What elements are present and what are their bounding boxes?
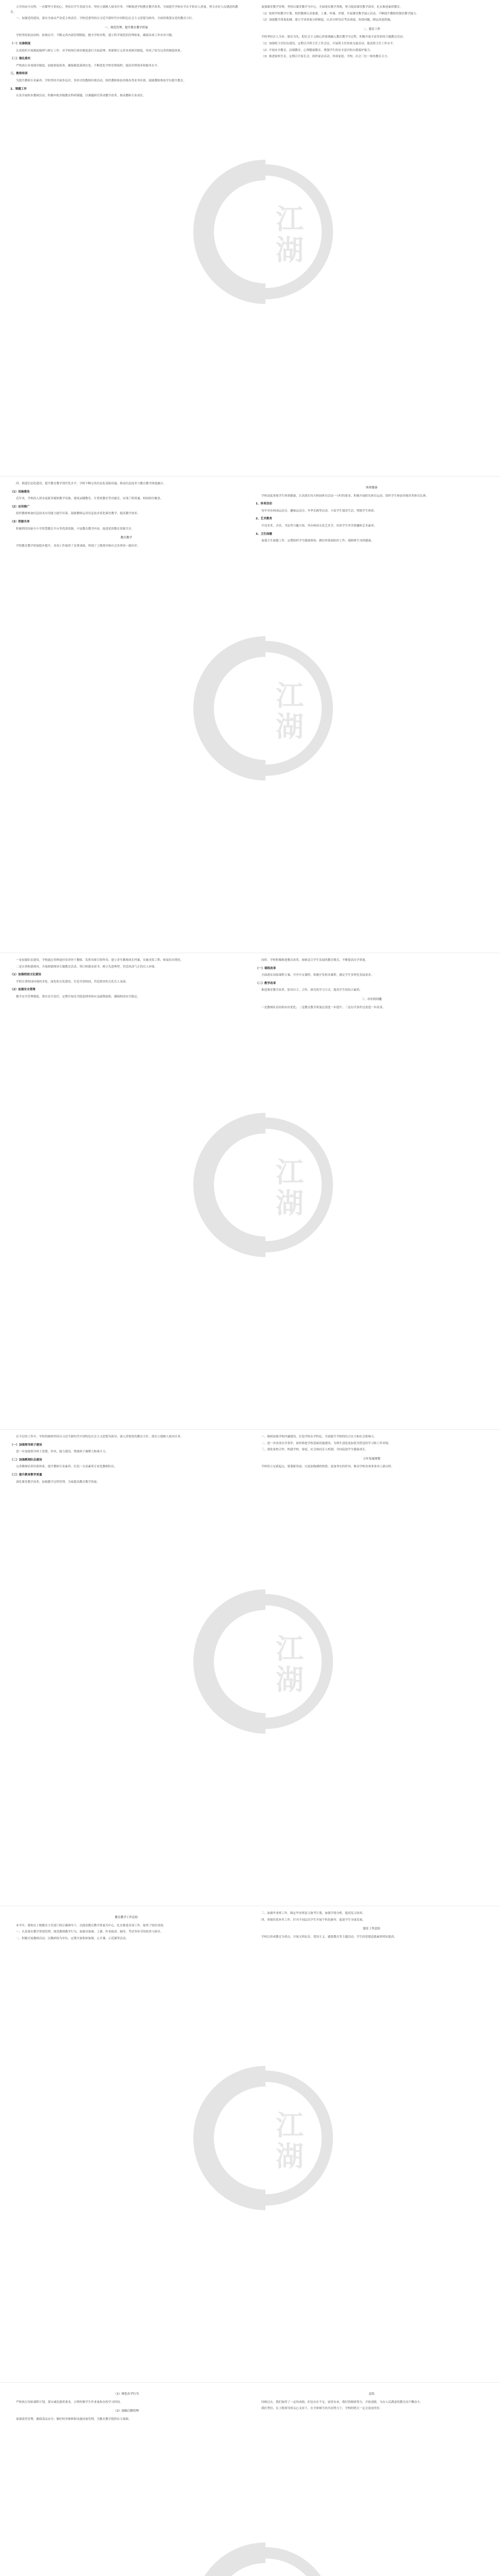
- section-heading: （1）规范办学行为: [113, 2393, 139, 2396]
- left-column: [10, 1435, 242, 1901]
- left-column: [10, 5, 242, 471]
- paragraph: 四、重视培优补差工作，针对不同层次学生开展个性化辅导，促进学生全面发展。: [261, 1918, 365, 1922]
- right-column: [256, 1435, 488, 1901]
- section-heading: （二）教学改革: [256, 981, 276, 985]
- section-heading: 一、规范管理，提升教育教学质量: [105, 26, 148, 29]
- section-heading: 三、教师培训: [10, 72, 28, 76]
- right-column: [256, 2388, 488, 2576]
- paragraph: 进一步加强领导班子思想、作风、能力建设，增强班子凝聚力和战斗力。: [16, 1450, 109, 1454]
- paragraph: 一是加强队伍建设。学校通过多种途径培养骨干教师，发挥名师引领作用，建立青年教师成长档案，实施青蓝工程，师徒结对帮扶。: [16, 959, 184, 962]
- paragraph: 认真组织开展制度梳理与修订工作，对学校现行规章制度进行全面清理，重新修订完善各项规章制度，形成了较为完善的制度体系。: [16, 49, 184, 53]
- paragraph: 在今后的工作中，学校将继续坚持以习近平新时代中国特色社会主义思想为指导，深入贯彻党的教育方针，落实立德树人根本任务。: [16, 1435, 184, 1438]
- section-heading: 体质健康: [365, 486, 378, 489]
- right-column: [256, 958, 488, 1424]
- section-heading: （2）加强后勤管理: [113, 2410, 139, 2413]
- paragraph: 健全安全管理制度，落实安全责任，定期开展安全隐患排查和应急疏散演练，确保校园安全稳定。: [16, 995, 140, 998]
- paragraph: 二、进一步改善办学条件，加快推进学校基础设施建设，为师生创造更加优美舒适的学习和工作环境。: [261, 1442, 391, 1445]
- paragraph: 学校以养成教育为重点，开展文明礼仪、爱国主义、感恩教育等主题活动，学生的思想道德素质明显提高。: [261, 1935, 397, 1939]
- paragraph: 学校教育教学质量稳步提升，各项工作取得了显著成绩，得到了上级领导和社会各界的一致好评。: [16, 544, 140, 548]
- paragraph: 加强课堂教学管理，坚持以课堂教学为中心，全面落实教学常规，努力提高课堂教学效率，扎实推进素质教育。: [261, 6, 403, 9]
- paragraph: 学校注重校园环境的美化、绿化和文化建设，打造书香校园，营造浓厚的文化育人氛围。: [16, 980, 129, 984]
- left-column: [10, 1911, 242, 2377]
- paragraph: 完善教师培养培训体系，提升教师专业素养，打造一支高素质专业化教师队伍。: [16, 1465, 117, 1469]
- document-page: [0, 2383, 500, 2576]
- paragraph: 每年举办校园运动会、趣味运动会、冬季长跑等活动，丰富学生课余生活，增强学生体质。: [261, 509, 377, 513]
- document-page: [0, 953, 500, 1430]
- paragraph: 认真开展校本教研活动，积极申报各级教育科研课题，以课题研究带动教学改革，推动教师专业成长。: [16, 94, 146, 98]
- paragraph: （2）开展安全教育、法制教育、心理健康教育，增强学生的安全意识和自我保护能力。: [261, 48, 373, 52]
- section-heading: 德育工作总结: [363, 1927, 380, 1931]
- paragraph: 开设美术、音乐、书法等兴趣小组，举办校园文化艺术节，培养学生审美情趣和艺术素养。: [261, 524, 377, 528]
- paragraph: 一是教师队伍结构有待优化；二是教育教学质量还需进一步提升；三是办学条件还需进一步改善。: [261, 1006, 386, 1009]
- section-heading: （一）课程改革: [256, 967, 276, 970]
- section-heading: 1、课题工作: [10, 87, 27, 91]
- paragraph: 严格执行国家课程计划，落实减负提质要求，合理控制学生作业量和在校学习时间。: [16, 2400, 123, 2404]
- document-page: [0, 1430, 500, 1906]
- paragraph: （3）推进家校共育，定期召开家长会，组织家访活动，形成家庭、学校、社会三位一体的教育合力。: [261, 55, 390, 59]
- paragraph: 为提升教师专业素养，学校坚持开展多层次、多形式的教师培训活动，组织教师参加各级各类业务培训，鼓励教师参加学历提升教育。: [16, 79, 187, 82]
- paragraph: 一、认真落实教学常规管理，规范教师教学行为，加强对备课、上课、作业批改、辅导、考试等环节的检查与指导。: [16, 1930, 163, 1934]
- paragraph: 一、继续加强学校内涵建设，打造学校办学特色，全面提升学校的综合实力和社会影响力。: [261, 1435, 377, 1438]
- right-column: [256, 482, 488, 947]
- right-column: [256, 1911, 488, 2377]
- paragraph: 加强食堂管理，确保食品安全；做好校舍维修和设施设备管理，为教育教学提供有力保障。: [16, 2417, 131, 2421]
- paragraph: 回顾过去，我们取得了一定的成绩，但也存在不足。展望未来，我们将继续努力，开拓创新，为办人民满意的教育而不懈奋斗。: [261, 2400, 423, 2404]
- paragraph: 组织教师参加信息技术应用能力提升培训，鼓励教师运用信息技术优化课堂教学，提高教学效率。: [16, 512, 140, 516]
- paragraph: 近年来，学校投入资金更新多媒体教学设备，建成录播教室、计算机教室等功能室，实现了班班通、校园网全覆盖。: [16, 497, 163, 501]
- section-heading: （2）加强安全管理: [10, 988, 36, 992]
- document-page: [0, 1906, 500, 2383]
- paragraph: 学校坚持育人为本、德育为先，把社会主义核心价值观融入教育教学全过程，积极开展丰富多彩的主题教育活动。: [261, 36, 406, 39]
- paragraph: 推进课堂教学改革，倡导自主、合作、探究的学习方式，提高学生的综合素质。: [261, 989, 362, 992]
- paragraph: 二、积极开展教研活动，以教研组为单位，定期开展集体备课、公开课、示范课等活动。: [16, 1937, 129, 1940]
- section-heading: 总结: [369, 2393, 375, 2396]
- section-heading: （二）强化落实: [10, 57, 31, 61]
- paragraph: 积极利用国家中小学智慧教育平台等优质资源，丰富教育教学内容，促进优质教育资源共享。: [16, 527, 135, 531]
- document-page: [0, 0, 500, 477]
- left-column: [10, 2388, 242, 2576]
- section-heading: 3、卫生保健: [256, 532, 272, 536]
- paragraph: 学校高度重视学生体质健康，认真落实每天校园体育活动一小时的要求，积极开展阳光体育运动，组织学生参加各级各类体育比赛。: [261, 494, 429, 498]
- watermark-text: 江湖: [276, 1632, 306, 1696]
- section-heading: （三）提升教育教学质量: [10, 1473, 42, 1477]
- left-column: [10, 482, 242, 947]
- section-heading: （二）加强教师队伍建设: [10, 1458, 42, 1462]
- section-heading: 二、德育工作: [363, 27, 380, 31]
- paragraph: 加强卫生保健工作，定期组织学生健康体检，做好传染病防控工作，保障师生身体健康。: [261, 539, 374, 543]
- section-heading: （一）加强领导班子建设: [10, 1443, 42, 1447]
- section-heading: 三、存在的问题: [361, 997, 382, 1001]
- paragraph: 学校坚持依法治校、依规办学，不断完善内部管理制度，健全学校章程，建立科学规范的管理体系，确保各项工作有章可循。: [16, 34, 175, 38]
- watermark-text: 江湖: [276, 679, 306, 743]
- paragraph: 全面落实国家课程方案，开齐开足课程，积极开发校本课程，满足学生多样化发展需求。: [261, 974, 374, 977]
- paragraph: （1）加强班主任队伍建设，定期召开班主任工作会议，开展班主任经验交流活动，提高班主任工作水平。: [261, 42, 396, 45]
- left-column: [10, 958, 242, 1424]
- section-heading: （1）加强校园文化建设: [10, 973, 41, 977]
- paragraph: 四、推进信息化建设，提升教育教学现代化水平。学校不断完善信息化基础设施，推动信息技术与教育教学深度融合。: [16, 482, 166, 485]
- paragraph: 同时，学校积极推进教育改革，探索适合学生发展的教育模式，不断提高办学质量。: [261, 959, 368, 962]
- section-heading: 2、艺术教育: [256, 517, 272, 521]
- paragraph: 深化课堂教学改革，加强教学过程管理，全面提高教育教学质量。: [16, 1480, 100, 1484]
- section-heading: 五年发展规划: [363, 1457, 380, 1461]
- paragraph: 五年的奋斗历程，一直都坚守着初心，坚持以学生发展为本，坚持立德树人根本任务，不断推进学校教育教学改革，全面提升学校办学水平和育人质量，努力办好人民满意的教育。: [10, 6, 238, 14]
- section-heading: （2）应用推广: [10, 505, 30, 509]
- paragraph: 学校将立足新起点，谋划新发展，以更加饱满的热情、更加务实的作风，推动学校各项事业再上新台阶。: [261, 1465, 394, 1469]
- right-column: [256, 5, 488, 471]
- paragraph: 严格执行各项规章制度，加强督促检查，确保制度落到实处。不断优化学校管理流程，提高管理效率和服务水平。: [16, 64, 160, 67]
- section-heading: 1、体育活动: [256, 502, 272, 506]
- paragraph: 我们坚信，在上级领导的关心支持下，在全体师生的共同努力下，学校的明天一定会更加美好。: [261, 2407, 382, 2411]
- paragraph: 二是注重师德师风。开展师德师风专题教育活动，签订师德承诺书，树立先进典型，营造风清气正的育人环境。: [16, 965, 158, 969]
- section-heading: （3）资源共享: [10, 520, 30, 523]
- section-heading: （一）完善制度: [10, 42, 31, 45]
- paragraph: 一、加强党的建设，落实全面从严治党主体责任，学校党委坚持以习近平新时代中国特色社会主义思想为指导，全面贯彻落实党的教育方针。: [16, 17, 195, 21]
- document-page: [0, 477, 500, 953]
- section-heading: 教育教学工作总结: [114, 1916, 138, 1919]
- section-heading: （1）设施建设: [10, 490, 30, 494]
- section-heading: 教育教学: [120, 536, 132, 540]
- paragraph: （2）加强教学质量监测，建立学业质量分析制度，认真分析每次考试成绩，查找问题，制定改进措施。: [261, 19, 393, 22]
- watermark-text: 江湖: [276, 1156, 306, 1219]
- paragraph: 本学年，我校在上级教育主管部门的正确领导下，以提高教育教学质量为中心，扎实推进各项工作，取得了较好成效。: [16, 1924, 166, 1927]
- watermark-text: 江湖: [276, 202, 306, 266]
- paragraph: 三、加强毕业班工作，制定毕业班复习备考计划，加强学情分析，提高复习效率。: [261, 1912, 365, 1915]
- paragraph: 三、深化家校合作，构建学校、家庭、社会协同育人机制，共同促进学生健康成长。: [261, 1448, 368, 1452]
- watermark-text: 江湖: [276, 2109, 306, 2173]
- paragraph: （1）按照学校教学计划，组织教师认真备课、上课、听课、评课，开展课堂教学展示活动，不断提升教师的课堂教学能力。: [261, 12, 419, 15]
